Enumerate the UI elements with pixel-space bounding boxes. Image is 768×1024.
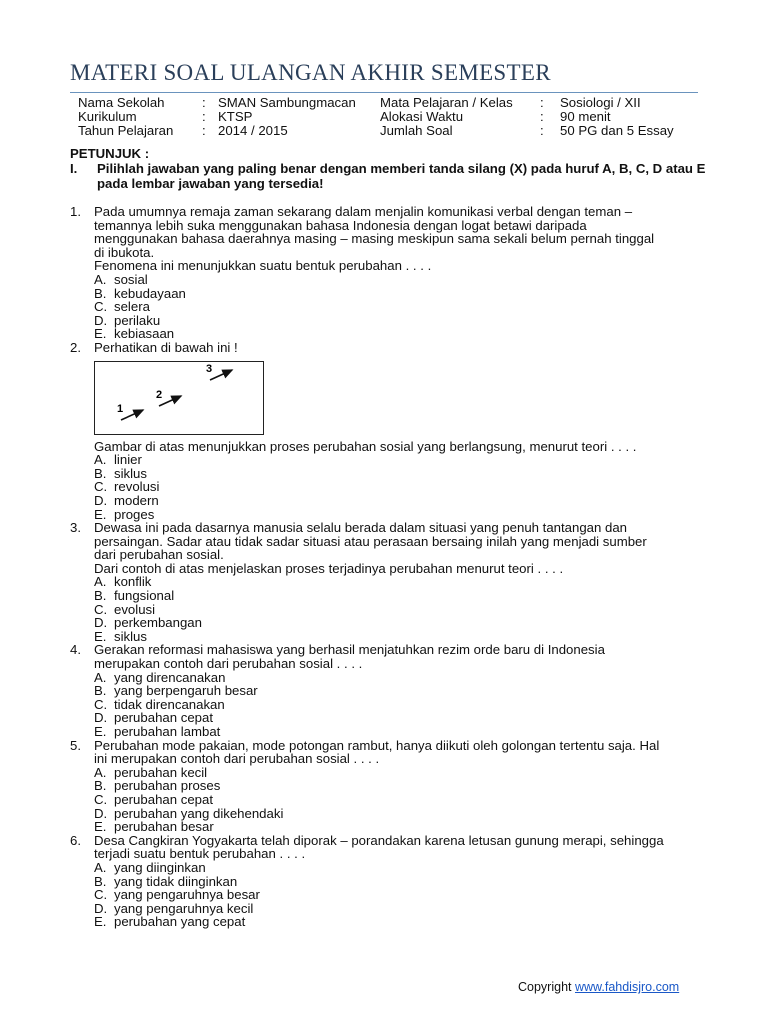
question-text-line: Gerakan reformasi mahasiswa yang berhasil menjatuhkan rezim orde baru di Indonesia: [94, 642, 605, 658]
option-letter: C.: [94, 791, 108, 807]
answer-option: [94, 603, 700, 617]
question-body: [94, 521, 700, 643]
answer-option: [94, 698, 700, 712]
info-row: [78, 96, 378, 110]
option-text: perubahan lambat: [114, 724, 221, 739]
website-link[interactable]: www.fahdisjro.com: [574, 980, 680, 994]
question-text-line: merupakan contoh dari perubahan sosial . . . .: [94, 656, 363, 672]
question-text-line: Fenomena ini menunjukkan suatu bentuk perubahan . . . .: [94, 258, 432, 274]
question-text-line: Dari contoh di atas menjelaskan proses terjadinya perubahan menurut teori . . . .: [94, 560, 564, 576]
option-letter: A.: [94, 452, 107, 468]
option-text: yang tidak diinginkan: [114, 873, 238, 889]
question-text-line: Desa Cangkiran Yogyakarta telah diporak – porandakan karena letusan gunung merapi, sehingga: [94, 832, 664, 848]
info-row: [380, 96, 700, 110]
option-text: perubahan kecil: [114, 764, 208, 780]
answer-option: [94, 684, 700, 698]
info-value: Sosiologi / XII: [560, 95, 641, 110]
option-text: fungsional: [114, 588, 175, 604]
question-body: [94, 341, 700, 521]
answer-option: [94, 287, 700, 301]
option-letter: D.: [94, 710, 108, 726]
option-letter: E.: [94, 326, 107, 342]
option-letter: D.: [94, 492, 108, 508]
answer-option: [94, 575, 700, 589]
option-text: linier: [114, 452, 142, 468]
option-text: perubahan yang cepat: [114, 914, 246, 930]
option-letter: C.: [94, 887, 108, 903]
question-text-line: temannya lebih suka menggunakan bahasa Indonesia dengan logat betawi daripada: [94, 217, 587, 233]
info-value: 90 menit: [560, 108, 611, 124]
question-2: [70, 341, 700, 521]
option-letter: C.: [94, 299, 108, 315]
answer-option: [94, 793, 700, 807]
info-label: Nama Sekolah: [78, 95, 165, 110]
option-text: yang diinginkan: [114, 859, 206, 875]
answer-option: [94, 508, 700, 522]
instruction-number: I.: [70, 161, 78, 176]
question-body: [94, 643, 700, 738]
info-row: [380, 124, 700, 138]
answer-option: [94, 779, 700, 793]
question-number: 5.: [70, 737, 81, 753]
info-value: 50 PG dan 5 Essay: [560, 122, 674, 138]
info-table-right: [380, 96, 700, 137]
answer-option: [94, 630, 700, 644]
info-label: Alokasi Waktu: [380, 108, 464, 124]
diagram-arrow-2: [159, 396, 181, 406]
question-body: [94, 739, 700, 834]
question-text-line: menggunakan bahasa daerahnya masing – masing meskipun sama sekali belum pernah tinggal: [94, 231, 655, 247]
diagram-arrow-3: [210, 370, 232, 380]
option-text: perilaku: [114, 312, 161, 328]
instructions-heading: PETUNJUK :: [70, 146, 150, 161]
answer-option: [94, 711, 700, 725]
arrow-diagram-svg: [95, 362, 263, 434]
info-row: [78, 110, 378, 124]
option-text: selera: [114, 299, 150, 315]
info-row: [380, 110, 700, 124]
question-text-line: Gambar di atas menunjukkan proses perubahan sosial yang berlangsung, menurut teori . . . .: [94, 438, 637, 454]
option-text: perubahan proses: [114, 778, 221, 794]
question-list: [70, 205, 700, 929]
option-letter: E.: [94, 628, 107, 644]
question-number: 6.: [70, 832, 81, 848]
option-text: yang direncanakan: [114, 669, 226, 685]
info-colon: :: [202, 95, 206, 110]
question-number: 3.: [70, 520, 81, 536]
option-letter: B.: [94, 588, 107, 604]
question-body: [94, 834, 700, 929]
option-letter: B.: [94, 683, 107, 699]
diagram-arrow-1: [121, 410, 143, 420]
option-letter: D.: [94, 312, 108, 328]
answer-option: [94, 915, 700, 929]
question-4: [70, 643, 700, 738]
info-label: Tahun Pelajaran: [78, 122, 174, 138]
info-value: 2014 / 2015: [218, 122, 288, 138]
option-letter: A.: [94, 764, 107, 780]
question-text-line: Perubahan mode pakaian, mode potongan rambut, hanya diikuti oleh golongan tertentu saja. Hal: [94, 737, 660, 753]
option-letter: D.: [94, 615, 108, 631]
option-text: yang berpengaruh besar: [114, 683, 258, 699]
diagram-label-1: 1: [117, 402, 124, 415]
option-text: kebiasaan: [114, 326, 175, 342]
copyright-footer: [518, 980, 679, 994]
info-table-left: [78, 96, 378, 137]
option-letter: E.: [94, 914, 107, 930]
option-letter: E.: [94, 506, 107, 522]
option-text: perubahan yang dikehendaki: [114, 805, 284, 821]
answer-option: [94, 314, 700, 328]
answer-option: [94, 494, 700, 508]
answer-option: [94, 616, 700, 630]
info-row: [78, 124, 378, 138]
question-text-line: Dewasa ini pada dasarnya manusia selalu berada dalam situasi yang penuh tantangan dan: [94, 520, 627, 536]
copyright-label: Copyright: [518, 980, 572, 994]
option-text: perkembangan: [114, 615, 202, 631]
answer-option: [94, 820, 700, 834]
question-text-line: di ibukota.: [94, 244, 155, 260]
answer-option: [94, 453, 700, 467]
option-text: proges: [114, 506, 155, 522]
question-number: 1.: [70, 204, 81, 219]
question-3: [70, 521, 700, 643]
answer-option: [94, 861, 700, 875]
option-text: sosial: [114, 271, 148, 287]
title-divider: [70, 92, 698, 93]
answer-option: [94, 902, 700, 916]
question-text-line: ini merupakan contoh dari perubahan sosial . . . .: [94, 751, 380, 767]
answer-option: [94, 300, 700, 314]
answer-option: [94, 273, 700, 287]
option-text: perubahan cepat: [114, 710, 213, 726]
info-colon: :: [202, 122, 206, 138]
option-text: evolusi: [114, 601, 156, 617]
answer-option: [94, 807, 700, 821]
option-text: perubahan cepat: [114, 791, 213, 807]
info-label: Kurikulum: [78, 108, 137, 124]
arrow-diagram: [94, 361, 264, 435]
option-text: siklus: [114, 465, 147, 481]
info-value: SMAN Sambungmacan: [218, 95, 356, 110]
info-colon: :: [540, 108, 544, 124]
diagram-label-2: 2: [156, 388, 163, 401]
question-text-line: persaingan. Sadar atau tidak sadar situasi atau perasaan bersaing inilah yang menjadi sumber: [94, 533, 647, 549]
question-number: 2.: [70, 339, 81, 355]
question-1: [70, 205, 700, 341]
answer-option: [94, 327, 700, 341]
option-text: konflik: [114, 574, 152, 590]
info-colon: :: [540, 95, 544, 110]
option-text: kebudayaan: [114, 285, 186, 301]
question-text-line: terjadi suatu bentuk perubahan . . . .: [94, 846, 306, 862]
question-text-line: Perhatikan di bawah ini !: [94, 339, 238, 355]
option-text: yang pengaruhnya besar: [114, 887, 260, 903]
diagram-label-3: 3: [206, 362, 213, 375]
option-text: revolusi: [114, 479, 160, 495]
answer-option: [94, 589, 700, 603]
question-text-line: Pada umumnya remaja zaman sekarang dalam menjalin komunikasi verbal dengan teman –: [94, 204, 633, 219]
info-label: Mata Pelajaran / Kelas: [380, 95, 513, 110]
option-letter: A.: [94, 859, 107, 875]
option-letter: C.: [94, 601, 108, 617]
info-colon: :: [202, 108, 206, 124]
option-letter: A.: [94, 271, 107, 287]
answer-option: [94, 875, 700, 889]
question-text-line: dari perubahan sosial.: [94, 547, 224, 563]
info-colon: :: [540, 122, 544, 138]
instruction-text: Pilihlah jawaban yang paling benar dengan memberi tanda silang (X) pada huruf A, B, C, D atau E pada lembar jawaban yang tersedia!: [97, 161, 706, 191]
answer-option: [94, 480, 700, 494]
option-text: yang pengaruhnya kecil: [114, 900, 254, 916]
option-letter: D.: [94, 805, 108, 821]
question-6: [70, 834, 700, 929]
question-body: [94, 205, 700, 341]
answer-option: [94, 467, 700, 481]
option-text: tidak direncanakan: [114, 696, 225, 712]
info-value: KTSP: [218, 108, 253, 124]
answer-option: [94, 671, 700, 685]
info-label: Jumlah Soal: [380, 122, 453, 138]
option-letter: C.: [94, 479, 108, 495]
question-5: [70, 739, 700, 834]
option-letter: B.: [94, 285, 107, 301]
question-number: 4.: [70, 642, 81, 658]
option-letter: A.: [94, 574, 107, 590]
option-letter: B.: [94, 873, 107, 889]
answer-option: [94, 888, 700, 902]
option-text: siklus: [114, 628, 147, 644]
option-letter: E.: [94, 724, 107, 739]
answer-option: [94, 725, 700, 739]
option-letter: B.: [94, 465, 107, 481]
answer-option: [94, 766, 700, 780]
option-text: modern: [114, 492, 159, 508]
option-letter: C.: [94, 696, 108, 712]
option-letter: A.: [94, 669, 107, 685]
option-letter: E.: [94, 819, 107, 835]
page-title: MATERI SOAL ULANGAN AKHIR SEMESTER: [70, 60, 551, 85]
option-letter: B.: [94, 778, 107, 794]
option-text: perubahan besar: [114, 819, 214, 835]
option-letter: D.: [94, 900, 108, 916]
